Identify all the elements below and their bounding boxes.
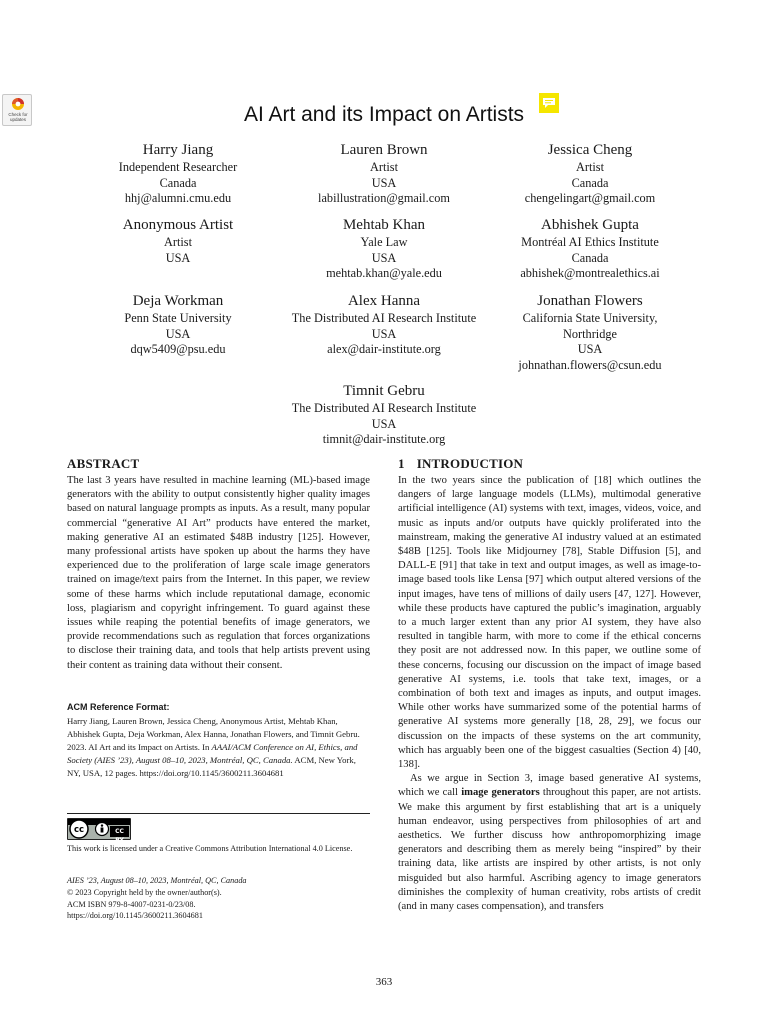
abstract-heading: ABSTRACT (67, 456, 140, 471)
author-affiliation-line2: Northridge (563, 326, 617, 341)
author-affiliation: Artist (163, 235, 192, 249)
author-country: USA (371, 175, 397, 190)
author-email[interactable]: mehtab.khan@yale.edu (326, 266, 442, 281)
author-affiliation: Independent Researcher (118, 160, 238, 174)
svg-text:cc: cc (73, 825, 85, 835)
author-email[interactable]: johnathan.flowers@csun.edu (518, 357, 662, 372)
license-text: This work is licensed under a Creative Commons Attribution International 4.0 License. (67, 844, 353, 853)
author-name: Deja Workman (132, 293, 224, 309)
author-name: Lauren Brown (340, 142, 428, 158)
author-affiliation: Artist (575, 160, 604, 174)
author-email[interactable]: abhishek@montrealethics.ai (520, 266, 660, 281)
conference-info (67, 875, 370, 922)
author-block (58, 141, 298, 207)
creative-commons-badge[interactable] (67, 818, 131, 844)
introduction-heading (398, 456, 523, 472)
author-country: USA (371, 326, 397, 341)
author-name: Alex Hanna (347, 293, 421, 309)
section-title-text: INTRODUCTION (416, 456, 524, 471)
isbn-line: ACM ISBN 979-8-4007-0231-0/23/08. (67, 899, 196, 909)
author-block (264, 216, 504, 282)
copyright-line: © 2023 Copyright held by the owner/author(s). (67, 887, 222, 897)
author-affiliation: The Distributed AI Research Institute (291, 311, 477, 325)
author-email[interactable]: chengelingart@gmail.com (524, 191, 656, 206)
intro-paragraph-2: As we argue in Section 3, image based generative AI systems, which we call image generators throughout this paper, are not artists. We make this argument by first establishing that art is a uniquely human endeavor, using perspectives from philosophies of art and aesthetics. We further discuss how anthropomorphizing image generators and describing them as merely being “inspired” by their training data, like artists are inspired by other artists, is not only misguided but also harmful. Ascribing agency to image generators diminishes the complexity of human creativity, robs artists of credit (and in many cases compensation), and transfers (398, 773, 701, 913)
conference-venue: AIES ’23, August 08–10, 2023, Montréal, QC, Canada (67, 876, 247, 885)
author-name: Jessica Cheng (547, 142, 633, 158)
author-affiliation: Penn State University (124, 311, 232, 325)
acm-reference-venue: AAAI/ACM Conference on AI, Ethics, and Society (AIES ’23), August 08–10, 2023, Montréal, QC, Canada. (67, 742, 358, 765)
intro-paragraph-1: In the two years since the publication of [18] which outlines the dangers of large language models (LLMs), multimodal generative artificial intelligence (AI) systems with text, images, videos, voice, and music as inputs and/or outputs have quickly proliferated into the mainstream, making the generative AI industry valued at an estimated $48B [125]. Tools like Midjourney [78], Stable Diffusion [5], and DALL-E [91] that take in text and output images, as well as image-to-image based tools like Lensa [97] which output altered versions of the input images, have tens of millions of daily users [47, 127]. However, while these products have captured the public’s imagination, arguably to a much larger extent than any prior AI system, they have also resulted in tangible harm, with more to come if the ethical concerns they posit are not addressed now. In this paper, we outline some of these concerns, focusing our discussion on the impact of image based generative AI systems, i.e. tools that take text, images, or a combination of both text and images as inputs, and output images. While other works have summarized some of the potential harms of generative AI systems more generally [18, 28, 29], we focus our discussion on the impacts of these systems on the art community, which has arguably been one of the biggest casualties (Section 4) [40, 138]. (398, 475, 701, 771)
author-block (470, 216, 710, 282)
author-email[interactable]: hhj@alumni.cmu.edu (124, 191, 232, 206)
author-country: Canada (571, 250, 609, 265)
author-email[interactable]: labillustration@gmail.com (318, 191, 450, 206)
author-block (264, 382, 504, 448)
author-affiliation: Montréal AI Ethics Institute (521, 235, 659, 249)
author-block (58, 216, 298, 266)
author-name: Anonymous Artist (122, 217, 234, 233)
author-country: USA (165, 250, 191, 265)
author-email[interactable]: dqw5409@psu.edu (130, 342, 226, 357)
author-country: USA (371, 250, 397, 265)
author-block (264, 141, 504, 207)
author-country: Canada (571, 175, 609, 190)
author-name: Abhishek Gupta (541, 217, 639, 233)
comment-icon[interactable] (539, 93, 559, 113)
author-country: USA (165, 326, 191, 341)
author-email[interactable]: timnit@dair-institute.org (322, 432, 446, 447)
author-block (470, 292, 710, 373)
doi-link[interactable]: https://doi.org/10.1145/3600211.3604681 (67, 911, 203, 921)
abstract-text: The last 3 years have resulted in machine learning (ML)-based image generators with the ability to output consistently higher quality images based on natural language prompts as inputs. As a result, many popular commercial “generative AI Art” products have entered the market, making generative AI an estimated $48B industry [125]. However, many professional artists have spoken up about the harms they have experienced due to the proliferation of large scale image generators trained on image/text pairs from the Internet. In this paper, we review some of these harms which include reputational damage, economic loss, plagiarism and copyright infringement. To guard against these issues while reaping the potential benefits of image generators, we provide recommendations such as regulation that forces organizations to disclose their training data, and tools that help artists prevent using their content as training data without their consent. (67, 475, 370, 671)
section-number: 1 (398, 456, 405, 471)
author-country: Canada (159, 175, 197, 190)
introduction-text (398, 474, 701, 914)
author-block (470, 141, 710, 207)
page-number: 363 (375, 976, 393, 988)
cc-label: CC BY (115, 828, 124, 844)
author-affiliation: The Distributed AI Research Institute (291, 401, 477, 415)
author-affiliation: California State University, (522, 311, 658, 325)
badge-label: Check for updates (8, 112, 28, 122)
author-affiliation: Yale Law (360, 235, 408, 249)
author-country: USA (371, 416, 397, 431)
bold-term: image generators (461, 787, 540, 799)
author-country: USA (577, 342, 603, 357)
author-name: Harry Jiang (142, 142, 214, 158)
author-block (58, 292, 298, 358)
author-name: Timnit Gebru (343, 383, 425, 399)
footnote-rule (67, 813, 370, 814)
author-block (264, 292, 504, 358)
author-name: Jonathan Flowers (537, 293, 643, 309)
paper-title: AI Art and its Impact on Artists (243, 103, 525, 126)
acm-reference-heading: ACM Reference Format: (67, 702, 170, 712)
author-affiliation: Artist (369, 160, 398, 174)
acm-reference-text: Harry Jiang, Lauren Brown, Jessica Cheng, Anonymous Artist, Mehtab Khan, Abhishek Gupta, Deja Workman, Alex Hanna, Jonathan Flowers, and Timnit Gebru. 2023. AI Art and its Impact on Artists. In AAAI/ACM Conference on AI, Ethics, and Society (AIES ’23), August 08–10, 2023, Montréal, QC, Canada. ACM, New York, NY, USA, 12 pages. https://doi.org/10.1145/3600211.3604681 (67, 716, 360, 778)
author-email[interactable]: alex@dair-institute.org (327, 342, 441, 357)
author-name: Mehtab Khan (342, 217, 426, 233)
